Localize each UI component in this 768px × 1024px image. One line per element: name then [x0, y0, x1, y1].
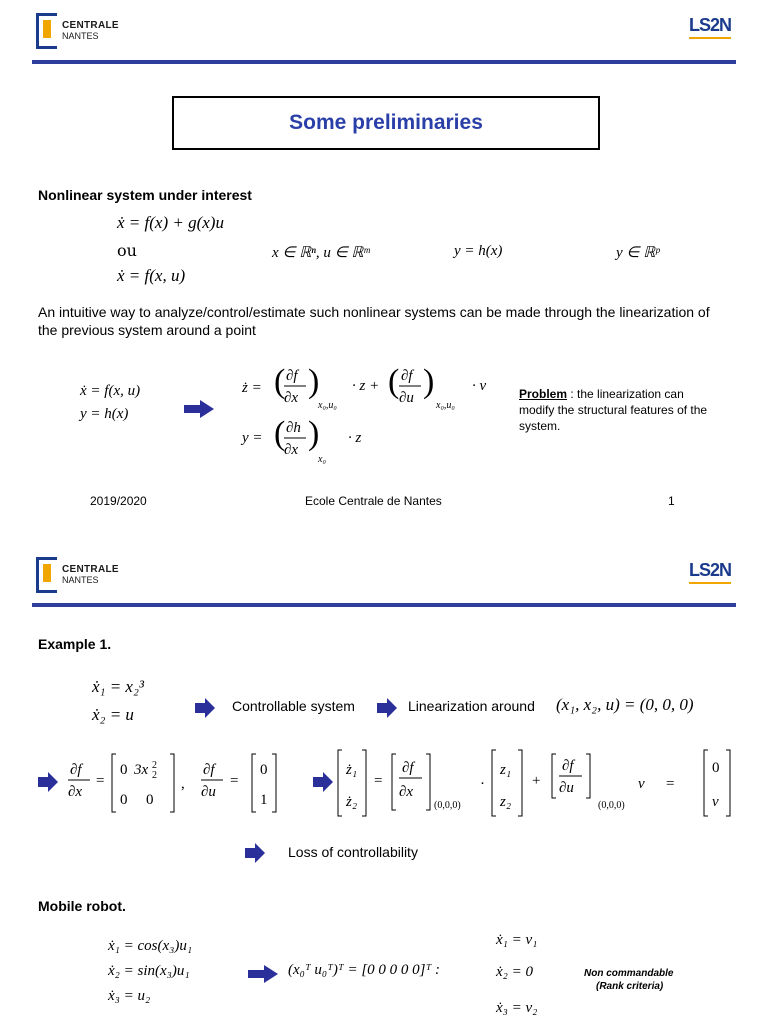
logo-line1: CENTRALE [62, 564, 119, 575]
robot-eq3: ẋ₃ = u₂ [108, 988, 151, 1004]
non-commandable-note: Non commandable [584, 968, 674, 979]
robot-equilibrium-point: (x₀ᵀ u₀ᵀ)ᵀ = [0 0 0 0 0]ᵀ : [288, 962, 441, 978]
right-arrow-icon [184, 400, 214, 418]
svg-text:(0,0,0): (0,0,0) [434, 800, 461, 811]
svg-text:· v: · v [472, 378, 487, 394]
svg-text:∂u: ∂u [399, 390, 414, 406]
right-arrow-icon [377, 698, 397, 718]
problem-note [519, 386, 719, 434]
svg-text:=: = [230, 773, 239, 789]
intro-paragraph: An intuitive way to analyze/control/estimate such nonlinear systems can be made through the linearization of the previous system around a point [38, 304, 710, 338]
right-arrow-icon [195, 698, 215, 718]
svg-text:∂x: ∂x [284, 390, 299, 406]
problem-label: Problem [519, 387, 568, 401]
robot-eq2: ẋ₂ = sin(x₃)u₁ [108, 963, 190, 979]
slide-title: Some preliminaries [289, 111, 483, 134]
svg-text:(: ( [274, 415, 286, 452]
example-heading: Example 1. [38, 636, 112, 652]
right-arrow-icon [245, 843, 265, 863]
right-arrow-icon [38, 772, 58, 792]
svg-text:v: v [712, 794, 719, 810]
logo-line1: CENTRALE [62, 20, 119, 31]
loss-of-controllability: Loss of controllability [288, 844, 418, 860]
svg-text:∂x: ∂x [399, 784, 414, 800]
footer-page-number: 1 [668, 494, 675, 508]
svg-text:,: , [181, 776, 185, 792]
svg-text:0: 0 [712, 760, 720, 776]
robot-eq1: ẋ₁ = cos(x₃)u₁ [108, 938, 193, 954]
svg-text:): ) [423, 363, 435, 400]
robot-lin-eq1: ẋ₁ = v₁ [496, 932, 538, 948]
equation-affine: ẋ = f(x) + g(x)u [117, 213, 224, 232]
svg-text:2: 2 [152, 770, 157, 781]
system-output-eq: y = h(x) [80, 406, 129, 422]
svg-text:=: = [374, 773, 383, 789]
ls2n-logo: LS2N [689, 15, 731, 39]
svg-text:∂u: ∂u [201, 784, 216, 800]
svg-text:3x: 3x [134, 762, 149, 778]
svg-text:∂h: ∂h [286, 420, 301, 436]
problem-text: : the linearization can modify the structural features of the system. [519, 387, 708, 433]
footer-date: 2019/2020 [90, 494, 147, 508]
linearized-system-formula [240, 360, 500, 470]
logo-mark-icon [36, 13, 57, 49]
svg-text:x₀: x₀ [318, 454, 326, 465]
header-rule [32, 60, 736, 64]
logo-mark-icon [36, 557, 57, 593]
footer-school: Ecole Centrale de Nantes [305, 494, 442, 508]
header-rule-2 [32, 603, 736, 607]
controllable-label: Controllable system [232, 698, 355, 714]
svg-text:+: + [532, 773, 541, 789]
svg-text:∂x: ∂x [68, 784, 83, 800]
output-domain: y ∈ ℝᵖ [616, 245, 660, 261]
svg-text:0: 0 [260, 762, 268, 778]
svg-text:ż =: ż = [242, 380, 262, 396]
svg-text:∂f: ∂f [70, 762, 82, 778]
right-arrow-icon [248, 965, 278, 983]
svg-text:1: 1 [260, 792, 268, 808]
right-arrow-icon [313, 772, 333, 792]
centrale-nantes-logo-2 [36, 557, 119, 593]
svg-text:2: 2 [152, 760, 157, 771]
svg-text:): ) [308, 415, 320, 452]
svg-text:x₀,u₀: x₀,u₀ [436, 400, 455, 411]
title-box [172, 96, 600, 150]
svg-text:x₀,u₀: x₀,u₀ [318, 400, 337, 411]
svg-text:=: = [666, 776, 675, 792]
svg-text:· z: · z [348, 430, 362, 446]
svg-text:∂f: ∂f [203, 762, 215, 778]
linearization-point: (x₁, x₂, u) = (0, 0, 0) [556, 695, 694, 714]
robot-lin-eq2: ẋ₂ = 0 [496, 964, 533, 980]
svg-text:v: v [638, 776, 645, 792]
logo-line2: NANTES [62, 575, 99, 585]
linearization-label: Linearization around [408, 698, 535, 714]
centrale-nantes-logo [36, 13, 119, 49]
example-eq1: ẋ₁ = x₂³ [92, 677, 144, 696]
robot-lin-eq3: ẋ₃ = v₂ [496, 1000, 538, 1016]
section-heading: Nonlinear system under interest [38, 187, 252, 203]
state-domain: x ∈ ℝⁿ, u ∈ ℝᵐ [272, 245, 370, 261]
svg-text:z₂: z₂ [500, 794, 512, 810]
svg-text:ż₁: ż₁ [346, 762, 358, 778]
svg-text:∂f: ∂f [286, 368, 298, 384]
svg-text:0: 0 [146, 792, 154, 808]
jacobian-formula [66, 748, 736, 820]
svg-text:y =: y = [242, 430, 263, 446]
svg-text:0: 0 [120, 792, 128, 808]
svg-text:· z +: · z + [352, 378, 380, 394]
rank-criteria-note: (Rank criteria) [596, 981, 664, 992]
svg-text:0: 0 [120, 762, 128, 778]
system-state-eq: ẋ = f(x, u) [80, 383, 141, 399]
svg-text:ż₂: ż₂ [346, 794, 358, 810]
output-equation: y = h(x) [454, 243, 503, 259]
svg-text:·: · [480, 776, 485, 792]
example-eq2: ẋ₂ = u [92, 705, 134, 724]
svg-text:(0,0,0): (0,0,0) [598, 800, 625, 811]
svg-text:z₁: z₁ [500, 762, 512, 778]
svg-text:(: ( [274, 363, 286, 400]
svg-text:∂f: ∂f [401, 368, 413, 384]
svg-text:(: ( [388, 363, 400, 400]
svg-text:∂x: ∂x [284, 442, 299, 458]
equation-or: ou [117, 241, 137, 260]
logo-line2: NANTES [62, 31, 99, 41]
svg-text:∂f: ∂f [402, 760, 414, 776]
ls2n-logo-2: LS2N [689, 560, 731, 584]
mobile-robot-heading: Mobile robot. [38, 898, 126, 914]
svg-text:=: = [96, 773, 105, 789]
svg-text:): ) [308, 363, 320, 400]
equation-general: ẋ = f(x, u) [117, 266, 186, 285]
svg-text:∂f: ∂f [562, 758, 574, 774]
svg-text:∂u: ∂u [559, 780, 574, 796]
